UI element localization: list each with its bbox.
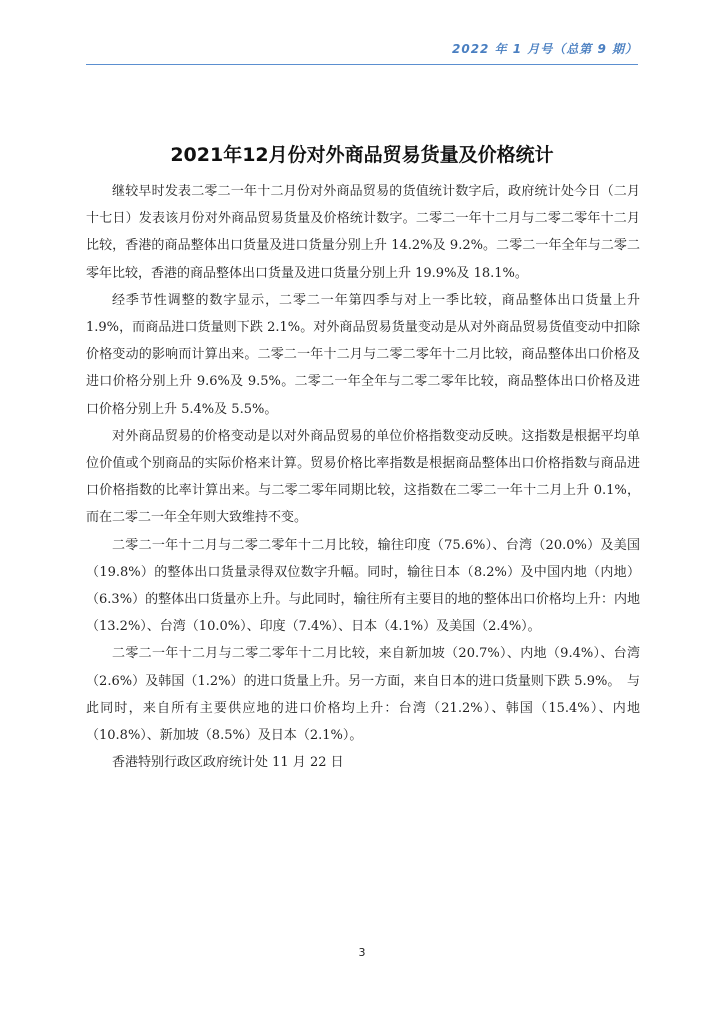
issue-header: 2022 年 1 月号（总第 9 期） (452, 42, 638, 56)
paragraph-price-index: 对外商品贸易的价格变动是以对外商品贸易的单位价格指数变动反映。这指数是根据平均单位价值或个别商品的实际价格来计算。贸易价格比率指数是根据商品整体出口价格指数与商品进口价格指数的比率计算出来。与二零二零年同期比较，这指数在二零二一年十二月上升 0.1%，而在二零二一年全年则大致维持不变。 (86, 428, 640, 526)
paragraph-export-destinations: 二零二一年十二月与二零二零年十二月比较，输往印度（75.6%）、台湾（20.0%）及美国（19.8%）的整体出口货量录得双位数字升幅。同时，输往日本（8.2%）及中国内地（内地）（6.3%）的整体出口货量亦上升。与此同时，输往所有主要目的地的整体出口价格均上升：内地（13.2%）、台湾（10.0%）、印度（7.4%）、日本（4.1%）及美国（2.4%）。 (86, 537, 640, 635)
paragraph-seasonal-adjusted: 经季节性调整的数字显示，二零二一年第四季与对上一季比较，商品整体出口货量上升 1.9%，而商品进口货量则下跌 2.1%。对外商品贸易货量变动是从对外商品贸易货值变动中扣除价格变动的影响而计算出来。二零二一年十二月与二零二零年十二月比较，商品整体出口价格及进口价格分别上升 9.6%及 9.5%。二零二一年全年与二零二零年比较，商品整体出口价格及进口价格分别上升 5.4%及 5.5%。 (86, 292, 640, 417)
header-divider (86, 64, 638, 65)
paragraph-import-sources: 二零二一年十二月与二零二零年十二月比较，来自新加坡（20.7%）、内地（9.4%）、台湾（2.6%）及韩国（1.2%）的进口货量上升。另一方面，来自日本的进口货量则下跌 5.9%。 与此同时，来自所有主要供应地的进口价格均上升：台湾（21.2%）、韩国（15.4%）、内地（10.8%）、新加坡（8.5%）及日本（2.1%）。 (86, 646, 640, 744)
signature: 香港特别行政区政府统计处 11 月 22 日 (112, 755, 344, 771)
page-number: 3 (358, 946, 366, 959)
article-body (86, 178, 640, 776)
paragraph-volume-summary: 继较早时发表二零二一年十二月份对外商品贸易的货值统计数字后，政府统计处今日（二月十七日）发表该月份对外商品贸易货量及价格统计数字。二零二一年十二月与二零二零年十二月比较，香港的商品整体出口货量及进口货量分别上升 14.2%及 9.2%。二零二一年全年与二零二零年比较，香港的商品整体出口货量及进口货量分别上升 19.9%及 18.1%。 (86, 184, 640, 281)
article-title: 2021年12月份对外商品贸易货量及价格统计 (170, 144, 554, 166)
